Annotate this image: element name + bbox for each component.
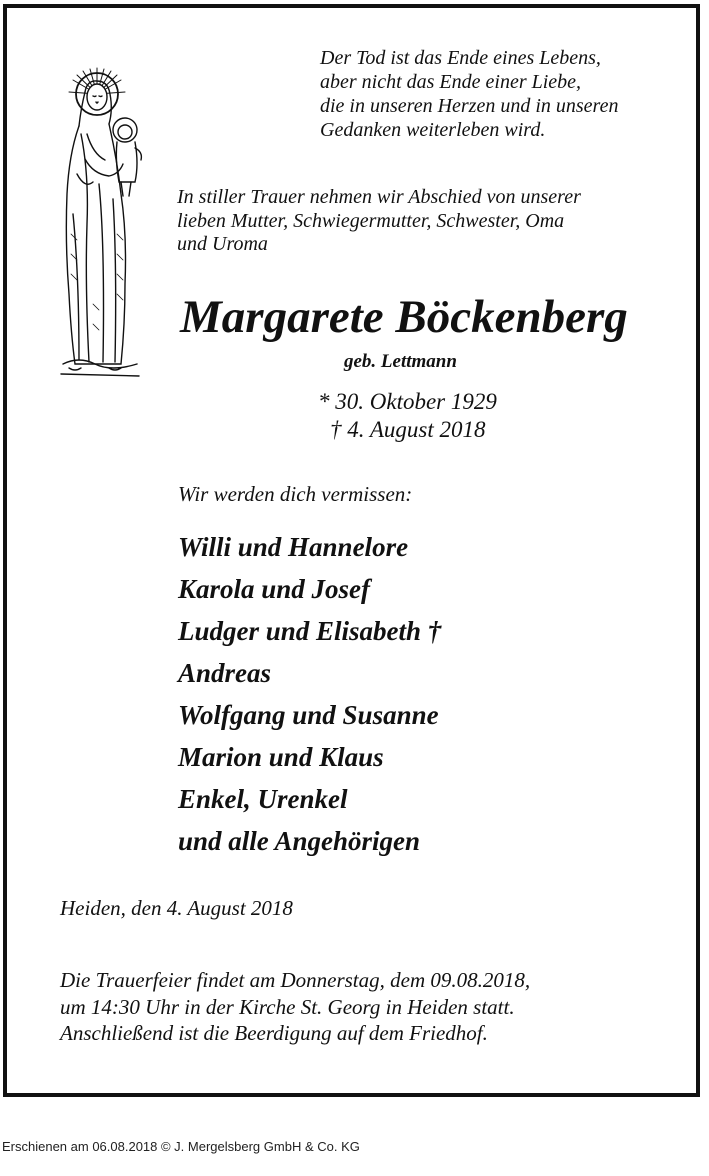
mourner-name: Marion und Klaus: [178, 742, 384, 772]
service-line: Die Trauerfeier findet am Donnerstag, dem 09.08.2018,: [60, 968, 531, 992]
mourner-name: Karola und Josef: [178, 574, 371, 604]
poem-line: aber nicht das Ende einer Liebe,: [320, 71, 582, 93]
deceased-name: Margarete Böckenberg: [180, 291, 628, 343]
mourner-name: und alle Angehörigen: [178, 826, 421, 856]
mourners-list: [178, 526, 441, 862]
service-line: um 14:30 Uhr in der Kirche St. Georg in Heiden statt.: [60, 994, 515, 1019]
place-and-date: Heiden, den 4. August 2018: [60, 896, 293, 920]
poem-line: die in unseren Herzen und in unseren: [320, 95, 619, 117]
mourners-heading: Wir werden dich vermissen:: [178, 482, 413, 506]
mourner-name: Willi und Hannelore: [178, 532, 409, 562]
intro-line: und Uroma: [177, 233, 268, 255]
life-dates: [318, 388, 497, 444]
mourner-name: Wolfgang und Susanne: [178, 700, 439, 730]
mourner-name: Enkel, Urenkel: [178, 784, 348, 814]
intro-line: In stiller Trauer nehmen wir Abschied von unserer: [177, 186, 581, 208]
birth-date: * 30. Oktober 1929: [318, 389, 497, 414]
publication-footer: Erschienen am 06.08.2018 © J. Mergelsberg GmbH & Co. KG: [2, 1139, 360, 1154]
service-info: [60, 967, 530, 1047]
death-date: † 4. August 2018: [330, 417, 486, 442]
madonna-with-child-icon: [59, 64, 149, 384]
poem-line: Gedanken weiterleben wird.: [320, 119, 546, 141]
poem: [320, 46, 618, 142]
poem-line: Der Tod ist das Ende eines Lebens,: [320, 47, 601, 69]
maiden-name: geb. Lettmann: [344, 351, 457, 372]
mourner-name: Ludger und Elisabeth †: [178, 616, 442, 646]
mourner-name: Andreas: [178, 658, 272, 688]
intro-line: lieben Mutter, Schwiegermutter, Schwester, Oma: [177, 209, 565, 232]
intro-text: [177, 186, 581, 257]
service-line: Anschließend ist die Beerdigung auf dem Friedhof.: [60, 1021, 488, 1045]
